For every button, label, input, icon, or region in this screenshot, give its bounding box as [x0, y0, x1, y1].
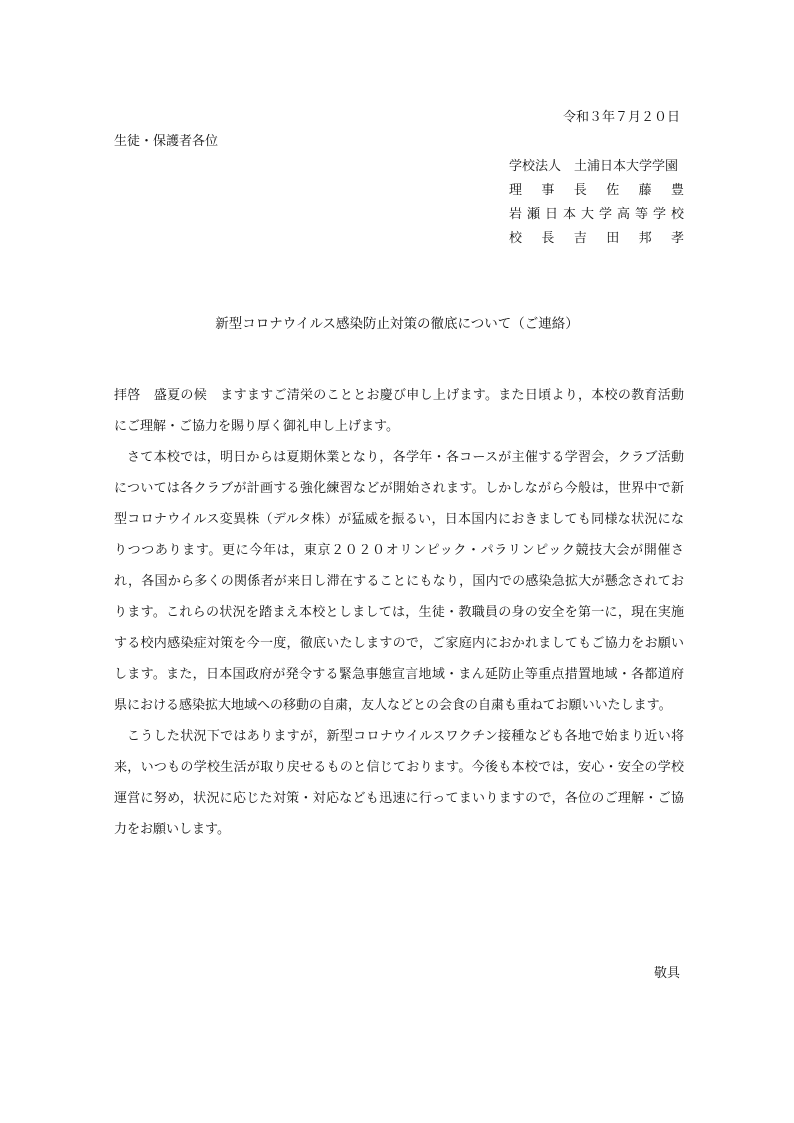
sender-block: [509, 155, 684, 251]
letter-body: [114, 380, 684, 845]
letter-date: 令和３年７月２０日: [562, 110, 680, 125]
letter-title: 新型コロナウイルス感染防止対策の徹底について（ご連絡）: [215, 316, 579, 332]
recipient-line: 生徒・保護者各位: [114, 134, 219, 149]
body-paragraph-greeting: 拝啓 盛夏の候 ますますご清栄のこととお慶び申し上げます。また日頃より，本校の教育活動にご理解・ご協力を賜り厚く御礼申し上げます。: [114, 388, 684, 434]
closing-keigu: 敬具: [653, 966, 680, 981]
sender-principal: 校長吉田邦孝: [509, 231, 684, 246]
sender-corporation: 学校法人 土浦日本大学学園: [509, 159, 679, 174]
sender-chairman: 理事長佐藤豊: [509, 183, 684, 198]
body-paragraph-main: さて本校では，明日からは夏期休業となり，各学年・各コースが主催する学習会，クラブ活動については各クラブが計画する強化練習などが開始されます。しかしながら今般は，世界中で新型コロナウイルス変異株（デルタ株）が猛威を振るい，日本国内におきましても同様な状況になりつつあります。更に今年は，東京２０２０オリンピック・パラリンピック競技大会が開催され，各国から多くの関係者が来日し滞在することにもなり，国内での感染急拡大が懸念されております。これらの状況を踏まえ本校としましては，生徒・教職員の身の安全を第一に，現在実施する校内感染症対策を今一度，徹底いたしますので，ご家庭内におかれましてもご協力をお願いします。また，日本国政府が発令する緊急事態宣言地域・まん延防止等重点措置地域・各都道府県における感染拡大地域への移動の自粛，友人などとの会食の自粛も重ねてお願いいたします。: [114, 450, 684, 713]
sender-school-name: 岩瀬日本大学高等学校: [509, 207, 684, 222]
body-paragraph-conclusion: こうした状況下ではありますが，新型コロナウイルスワクチン接種なども各地で始まり近い将来，いつもの学校生活が取り戻せるものと信じております。今後も本校では，安心・安全の学校運営に努め，状況に応じた対策・対応なども迅速に行ってまいりますので，各位のご理解・ご協力をお願いします。: [114, 729, 684, 837]
